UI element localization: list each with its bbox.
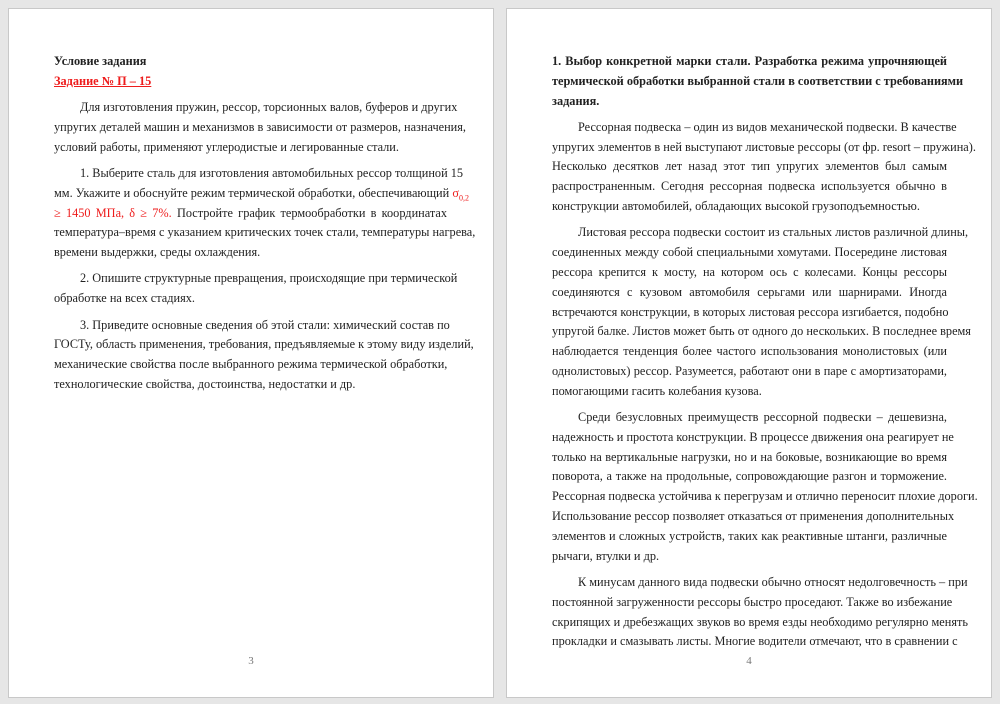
text-line: [552, 632, 958, 652]
page-number: 4: [746, 655, 752, 667]
paragraph: [54, 316, 474, 395]
paragraph: [552, 573, 968, 652]
text-line: [552, 177, 947, 197]
paragraph: [54, 164, 476, 263]
text-span: соединяются с кузовом автомобиля серьгами или шарнирами. Иногда: [552, 284, 947, 299]
text-line: [552, 362, 947, 382]
text-line: [552, 223, 969, 243]
text-line: [54, 269, 458, 289]
text-span: помогающими гасить колебания кузова.: [552, 383, 762, 398]
text-line: [552, 138, 976, 158]
page-4: [506, 8, 992, 698]
task-title: [54, 72, 447, 92]
text-span: 3. Приведите основные сведения об этой стали: химический состав по: [80, 317, 450, 332]
text-line: [552, 303, 947, 323]
text-line: [552, 157, 947, 177]
text-line: [552, 408, 947, 428]
text-line: [54, 138, 447, 158]
text-line: [552, 342, 947, 362]
text-span: технологические свойства, достоинства, недостатки и др.: [54, 376, 356, 391]
text-span: упругой балке. Листов может быть от одного до нескольких. В последнее время: [552, 324, 971, 339]
text-span: Постройте график термообработки в координатах: [171, 205, 447, 220]
text-span: времени выдержки, среды охлаждения.: [54, 245, 261, 260]
text-line: [54, 184, 469, 204]
text-line: [552, 283, 947, 303]
text-line: [552, 527, 947, 547]
text-line: [54, 204, 447, 224]
text-span: встречаются конструкции, в которых листовая рессора изгибается, подобно: [552, 304, 949, 319]
text-span: постоянной загруженности рессоры быстро проседают. Также во избежание: [552, 594, 953, 609]
text-span: Использование рессор позволяет отказаться от применения дополнительных: [552, 509, 955, 524]
text-span: упругих элементов в ней выступают листовые рессоры (от фр. resort – пружина).: [552, 139, 976, 154]
page-3: [8, 8, 494, 698]
text-span: однолистовых) рессор. Разумеется, работают они в паре с амортизаторами,: [552, 363, 947, 378]
text-span: Листовая рессора подвески состоит из стальных листов различной длины,: [578, 225, 969, 240]
text-span: 2. Опишите структурные превращения, происходящие при термической: [80, 271, 458, 286]
text-line: [552, 428, 954, 448]
page-4-content: [552, 52, 978, 652]
text-line: [552, 613, 968, 633]
text-span: задания.: [552, 93, 600, 108]
text-span: конструкции автомобилей, обладающих высокой грузоподъемностью.: [552, 199, 920, 214]
text-line: [54, 223, 476, 243]
text-span: 1. Выбор конкретной марки стали. Разработка режима упрочняющей: [552, 54, 947, 68]
text-span: надежность и простота конструкции. В процессе движения она реагирует не: [552, 429, 954, 444]
text-span: Рессорная подвеска устойчива к перегрузам и отлично переносит плохие дороги.: [552, 489, 978, 504]
paragraph: [54, 98, 466, 157]
text-span: рычаги, втулки и др.: [552, 548, 660, 563]
text-line: [552, 72, 964, 92]
text-span: соединенных между собой специальными хомутами. Посередине листовая: [552, 245, 947, 260]
highlighted-text: Задание № П – 15: [54, 73, 152, 88]
text-line: [552, 322, 971, 342]
text-line: [54, 243, 447, 263]
text-span: элементов и сложных устройств, таких как реактивные штанги, различные: [552, 528, 947, 543]
page-number: 3: [248, 655, 254, 667]
paragraph: [54, 269, 458, 309]
highlighted-text: σ: [452, 185, 459, 200]
text-line: [552, 547, 947, 567]
text-span: прокладки и смазывать листы. Многие водители отмечают, что в сравнении с: [552, 634, 958, 649]
paragraph: [552, 223, 971, 401]
text-span: Несколько десятков лет назад этот тип упругих элементов был самым: [552, 159, 947, 174]
text-line: [552, 507, 955, 527]
section-heading: [552, 52, 964, 111]
text-line: [54, 98, 458, 118]
text-line: [552, 467, 947, 487]
text-line: [552, 243, 947, 263]
text-span: распространенным. Сегодня рессорная подвеска используется обычно в: [552, 179, 947, 194]
text-span: температура–время с указанием критических точек стали, температуры нагрева,: [54, 225, 476, 240]
text-span: Среди безусловных преимуществ рессорной подвески – дешевизна,: [578, 410, 947, 425]
section-heading: [54, 52, 447, 72]
paragraph: [552, 118, 976, 217]
text-span: механические свойства после выбранного режима термической обработки,: [54, 357, 448, 372]
text-line: [552, 573, 968, 593]
text-span: мм. Укажите и обоснуйте режим термической обработки, обеспечивающий: [54, 185, 453, 200]
text-span: наблюдается тенденция более частого использования монолистовых (или: [552, 344, 947, 359]
paragraph: [552, 408, 978, 566]
text-line: [552, 118, 957, 138]
text-span: обработке на всех стадиях.: [54, 291, 195, 306]
text-span: 1. Выберите сталь для изготовления автомобильных рессор толщиной 15: [80, 165, 464, 180]
text-span: условий работы, применяют углеродистые и легированные стали.: [54, 139, 399, 154]
text-span: К минусам данного вида подвески обычно относят недолговечность – при: [578, 574, 968, 589]
text-line: [54, 164, 464, 184]
text-span: Условие задания: [54, 54, 147, 68]
text-span: рессора крепится к мосту, на котором ось с колесами. Концы рессоры: [552, 264, 947, 279]
text-span: только на вертикальные нагрузки, но и на боковые, возникающие во время: [552, 449, 947, 464]
text-line: [54, 118, 466, 138]
text-line: [54, 72, 447, 92]
page-3-content: [54, 52, 476, 395]
text-line: [54, 52, 447, 72]
text-line: [54, 316, 450, 336]
text-line: [552, 92, 947, 112]
highlighted-text: 0,2: [458, 193, 469, 203]
text-span: Для изготовления пружин, рессор, торсионных валов, буферов и других: [80, 100, 458, 115]
text-line: [54, 375, 447, 395]
text-line: [552, 448, 947, 468]
text-span: упругих деталей машин и механизмов в зависимости от размеров, назначения,: [54, 119, 466, 134]
text-line: [552, 197, 947, 217]
text-line: [552, 382, 947, 402]
text-line: [552, 52, 947, 72]
text-line: [54, 335, 474, 355]
text-line: [552, 593, 953, 613]
highlighted-text: ≥ 1450 МПа, δ ≥ 7%.: [54, 205, 172, 220]
text-line: [54, 289, 447, 309]
text-span: термической обработки выбранной стали в соответствии с требованиями: [552, 73, 964, 88]
text-span: ГОСТу, область применения, требования, предъявляемые к этому виду изделий,: [54, 337, 474, 352]
text-line: [54, 355, 447, 375]
text-span: поворота, а также на продольные, сопровождающие разгон и торможение.: [552, 469, 947, 484]
text-span: Рессорная подвеска – один из видов механической подвески. В качестве: [578, 119, 957, 134]
text-line: [552, 487, 978, 507]
text-line: [552, 263, 947, 283]
text-span: скрипящих и дребезжащих звуков во время езды необходимо регулярно менять: [552, 614, 968, 629]
